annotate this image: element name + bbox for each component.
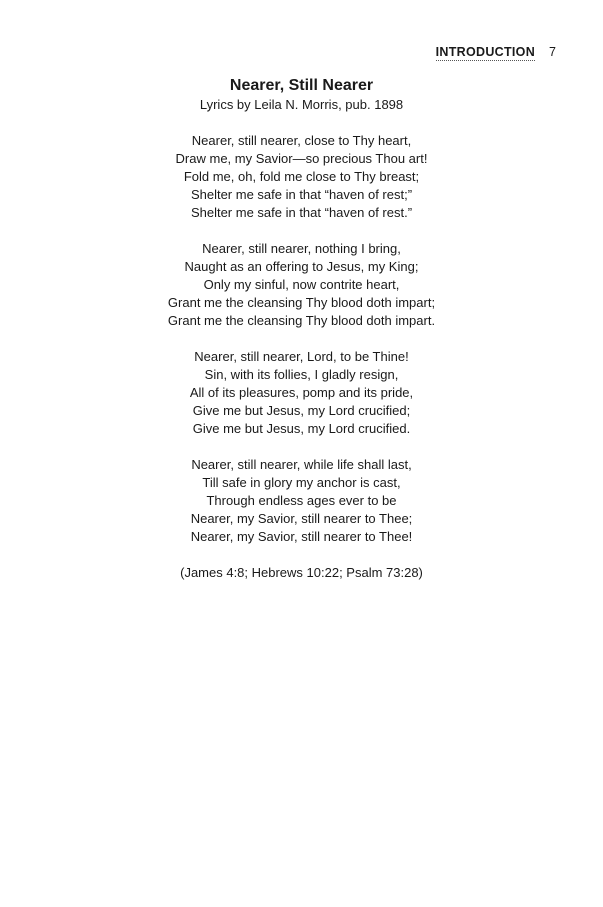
stanza-line: Shelter me safe in that “haven of rest.” xyxy=(190,205,413,220)
stanza-line: Grant me the cleansing Thy blood doth impart; xyxy=(167,295,436,310)
hymn-title: Nearer, Still Nearer xyxy=(229,77,374,94)
running-header xyxy=(436,45,556,61)
stanza-line: Nearer, still nearer, close to Thy heart, xyxy=(191,133,412,148)
stanza-line: Only my sinful, now contrite heart, xyxy=(203,277,400,292)
stanza-line: Nearer, still nearer, Lord, to be Thine! xyxy=(194,349,409,364)
stanza-line: Draw me, my Savior—so precious Thou art! xyxy=(175,151,428,166)
stanza-line: Sin, with its follies, I gladly resign, xyxy=(204,367,399,382)
stanza-line: Grant me the cleansing Thy blood doth impart. xyxy=(167,313,436,328)
stanza-line: Naught as an offering to Jesus, my King; xyxy=(184,259,419,274)
stanza-line: Give me but Jesus, my Lord crucified; xyxy=(192,403,411,418)
hymn-body xyxy=(0,76,603,582)
stanza-line: All of its pleasures, pomp and its pride, xyxy=(189,385,414,400)
stanza-line: Till safe in glory my anchor is cast, xyxy=(202,475,401,490)
scripture-references: (James 4:8; Hebrews 10:22; Psalm 73:28) xyxy=(180,565,423,580)
stanza-line: Nearer, my Savior, still nearer to Thee! xyxy=(190,529,413,544)
stanza-4 xyxy=(0,456,603,546)
stanza-1 xyxy=(0,132,603,222)
stanza-line: Give me but Jesus, my Lord crucified. xyxy=(192,421,411,436)
page-number: 7 xyxy=(549,45,556,59)
stanza-line: Fold me, oh, fold me close to Thy breast; xyxy=(183,169,420,184)
stanza-line: Nearer, my Savior, still nearer to Thee; xyxy=(190,511,413,526)
stanza-line: Nearer, still nearer, nothing I bring, xyxy=(202,241,401,256)
hymn-byline: Lyrics by Leila N. Morris, pub. 1898 xyxy=(199,97,404,112)
stanza-3 xyxy=(0,348,603,438)
stanza-line: Through endless ages ever to be xyxy=(206,493,397,508)
stanza-line: Nearer, still nearer, while life shall last, xyxy=(191,457,412,472)
stanza-line: Shelter me safe in that “haven of rest;” xyxy=(190,187,413,202)
section-title: INTRODUCTION xyxy=(435,45,536,59)
stanza-2 xyxy=(0,240,603,330)
